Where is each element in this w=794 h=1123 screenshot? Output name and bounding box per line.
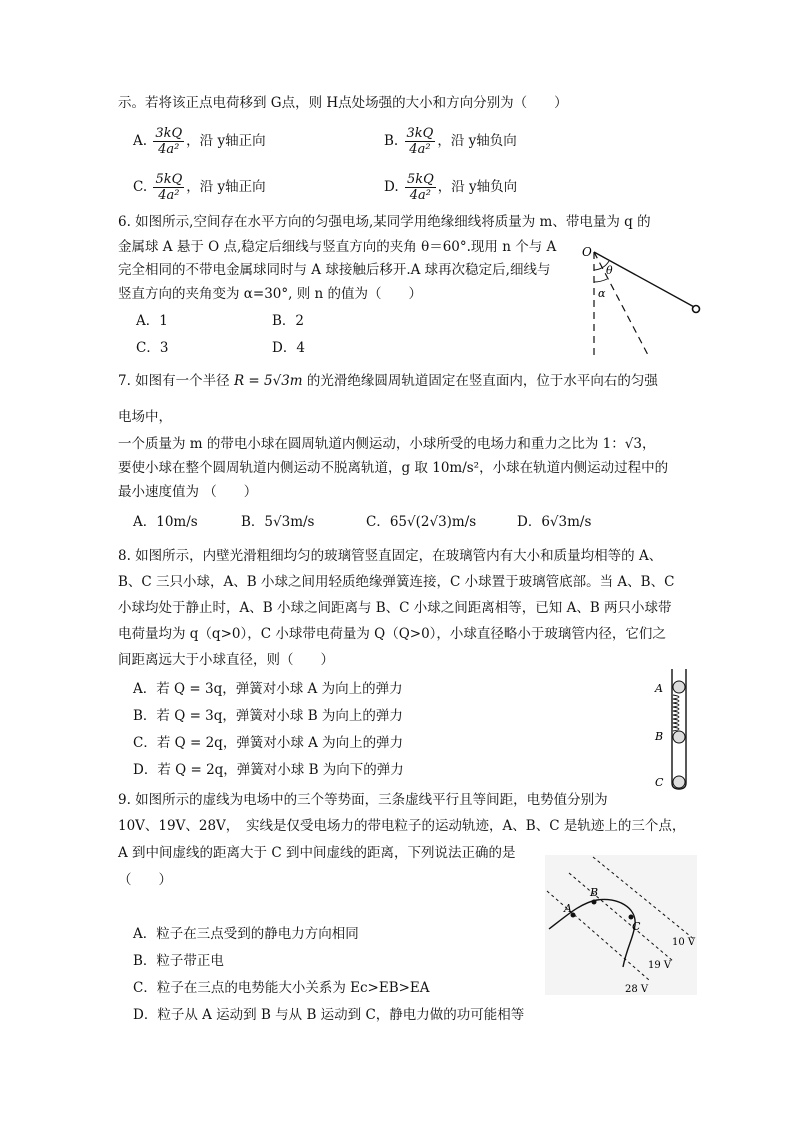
q7-option-b[interactable]: B．5√3m/s [241,514,315,530]
q8-option-d[interactable]: D．若 Q = 2q，弹簧对小球 B 为向下的弹力 [133,762,404,778]
q6-alpha-arc [594,279,607,282]
q8-label-c: C [655,776,664,789]
q9-point-c [629,915,634,920]
q6-label-theta: θ [606,264,613,277]
q6-pendulum-figure [576,240,706,360]
q6-option-b[interactable]: B．2 [272,313,305,329]
q5-option-c-text: ，沿 y轴正向 [186,179,266,195]
q6-option-a[interactable]: A．1 [136,313,168,329]
q5-option-b-text: ，沿 y轴负向 [437,133,517,149]
q8-ball-a [673,681,685,693]
q5-option-d-text: ，沿 y轴负向 [437,179,518,195]
q9-label-28v: 28 V [625,984,649,995]
q5-tail-text: 示。若将该正点电荷移到 G点，则 H点处场强的大小和方向分别为（ ） [118,95,568,111]
q9-line-1: 9. 如图所示的虚线为电场中的三个等势面，三条虚线平行且等间距，电势值分别为 [118,792,608,808]
q8-tube-figure [650,665,700,790]
q6-line-2: 金属球 A 悬于 O 点,稳定后细线与竖直方向的夹角 θ＝60°.现用 n 个与 A [118,239,557,255]
q5-option-d[interactable] [384,172,517,203]
q9-label-a: A [564,902,572,915]
q7-line-1 [118,371,658,391]
q5-option-b[interactable] [384,126,517,157]
q9-equipotential-figure [545,855,697,995]
q9-label-19v: 19 V [648,960,672,971]
q9-option-c[interactable]: C．粒子在三点的电势能大小关系为 Ec>EB>EA [133,980,430,996]
q8-option-b[interactable]: B．若 Q = 3q，弹簧对小球 B 为向上的弹力 [133,708,403,724]
q8-line-4: 电荷量均为 q（q>0），C 小球带电荷量为 Q（Q>0），小球直径略小于玻璃管内径，它们之 [118,626,666,642]
q7-line-1-post: 的光滑绝缘圆周轨道固定在竖直面内，位于水平向右的匀强 [302,373,658,389]
q6-line-4: 竖直方向的夹角变为 α=30°, 则 n 的值为（ ） [118,286,423,302]
q8-line-2: B、C 三只小球，A、B 小球之间用轻质绝缘弹簧连接，C 小球置于玻璃管底部。当 A、B、C [118,574,675,590]
q8-spring [673,695,679,731]
q5-option-a-fraction: $\frac{3kQ}{\text{4a²}}$ [155,126,183,157]
q5-option-a-label: A. [133,133,148,149]
q7-option-c[interactable]: C．65√(2√3)m/s [366,514,477,530]
q5-option-b-fraction: $\frac{3kQ}{\text{4a²}}$ [406,126,434,157]
q8-line-5: 间距离远大于小球直径，则（ ） [118,652,334,668]
q8-line-1: 8. 如图所示，内壁光滑粗细均匀的玻璃管竖直固定，在玻璃管内有大小和质量均相等的 A、 [118,548,663,564]
q7-line-2: 电场中， [118,409,172,425]
q6-line-3: 完全相同的不带电金属球同时与 A 球接触后移开.A 球再次稳定后,细线与 [118,262,551,278]
q9-label-c: C [632,920,641,933]
q5-option-d-fraction: $\frac{5kQ}{\text{4a²}}$ [406,172,434,203]
q8-option-c[interactable]: C．若 Q = 2q，弹簧对小球 A 为向上的弹力 [133,735,404,751]
q8-option-a[interactable]: A．若 Q = 3q，弹簧对小球 A 为向上的弹力 [133,681,403,697]
q6-option-c[interactable]: C．3 [136,340,169,356]
q7-option-a[interactable]: A．10m/s [133,514,198,530]
q6-label-o: O [582,245,592,259]
q9-line-2: 10V、19V、28V， 实线是仅受电场力的带电粒子的运动轨迹，A、B、C 是轨迹上的三个点， [118,818,686,834]
q6-label-alpha: α [598,287,606,300]
q5-option-d-label: D. [384,179,399,195]
q9-option-a[interactable]: A．粒子在三点受到的静电力方向相同 [133,926,359,942]
q9-option-b[interactable]: B．粒子带正电 [133,953,224,969]
q8-ball-c [673,776,685,788]
q8-label-a: A [655,682,663,695]
q6-pivot-line [594,252,696,308]
q5-option-a-text: ，沿 y轴正向 [186,133,266,149]
q9-line-4: （ ） [118,872,172,888]
q5-option-c[interactable] [133,172,266,203]
q8-line-3: 小球均处于静止时，A、B 小球之间距离与 B、C 小球之间距离相等，已知 A、B 两只小球带 [118,600,672,616]
q7-line-3: 一个质量为 m 的带电小球在圆周轨道内侧运动，小球所受的电场力和重力之比为 1：√3， [118,436,656,452]
q7-line-4: 要使小球在整个圆周轨道内侧运动不脱离轨道，g 取 10m/s²，小球在轨道内侧运动过程中的 [118,460,669,476]
q9-label-b: B [590,886,599,899]
q9-figure-background [545,855,697,995]
q9-line-3: A 到中间虚线的距离大于 C 到中间虚线的距离，下列说法正确的是 [118,845,516,861]
q6-option-d[interactable]: D．4 [272,340,305,356]
q6-ball [693,306,700,313]
q7-line-1-pre: 7. 如图有一个半径 [118,373,234,389]
q5-option-c-fraction: $\frac{5kQ}{\text{4a²}}$ [155,172,183,203]
q5-option-b-label: B. [384,133,399,149]
q9-option-d[interactable]: D．粒子从 A 运动到 B 与从 B 运动到 C，静电力做的功可能相等 [133,1007,525,1023]
q9-point-b [592,900,597,905]
q8-ball-b [673,731,685,743]
q7-line-5: 最小速度值为 （ ） [118,484,258,500]
q8-label-b: B [655,730,664,743]
q5-option-a[interactable] [133,126,266,157]
q7-option-d[interactable]: D．6√3m/s [517,514,592,530]
q5-option-c-label: C. [133,179,148,195]
q7-radius: R = 5√3m [233,373,303,389]
q6-line-1: 6. 如图所示,空间存在水平方向的匀强电场,某同学用绝缘细线将质量为 m、带电量为 q 的 [118,214,651,230]
q9-label-10v: 10 V [672,937,696,948]
